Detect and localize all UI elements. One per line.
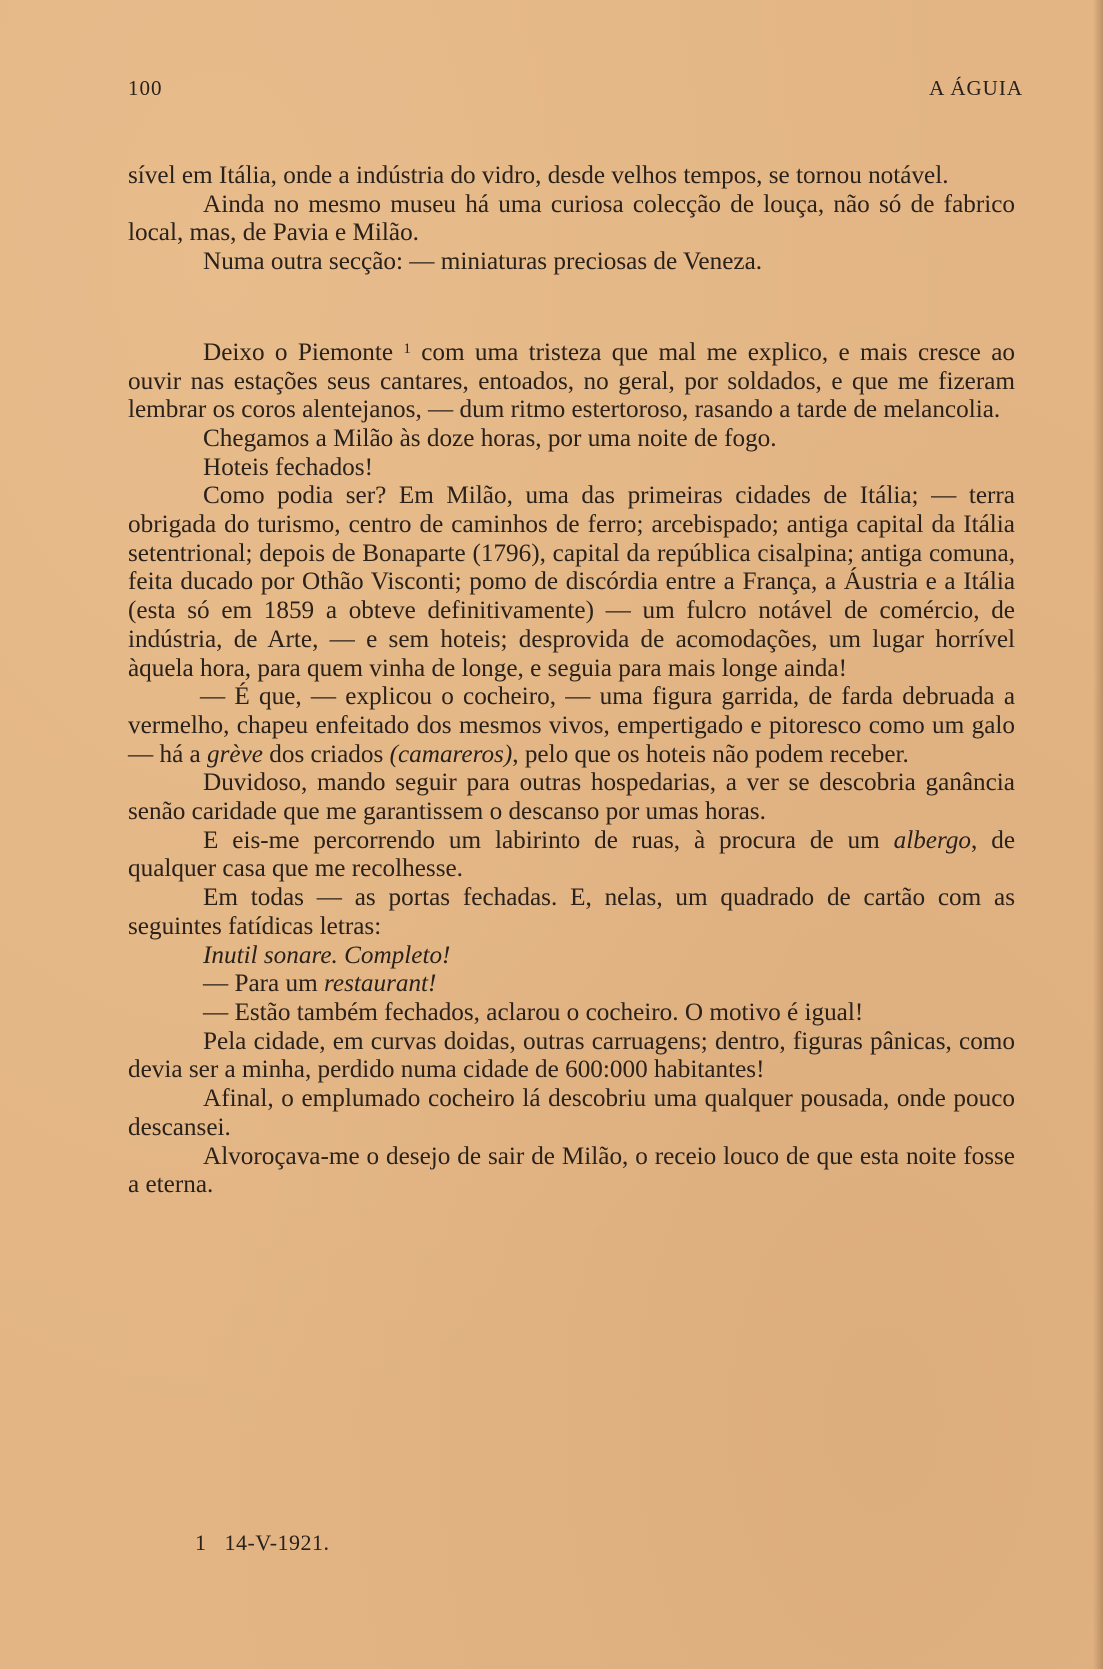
paragraph: Pela cidade, em curvas doidas, outras carruagens; dentro, figuras pânicas, como devia ser a minha, perdido numa cidade de 600:000 habitantes! (128, 1027, 1015, 1084)
paragraph-text: — Para um (203, 970, 325, 998)
italic-term: albergo (893, 826, 972, 854)
footnote (195, 1530, 330, 1556)
paragraph-text: Deixo o Piemonte (203, 338, 404, 366)
paragraph-text: com uma tristeza que mal me explico, e mais cresce ao ouvir nas estações seus cantares, entoados, no geral, por soldados, e que me fizeram lembrar os coros alentejanos, — dum ritmo estertoroso, rasando a tarde de melancolia. (128, 338, 1015, 424)
paragraph: Numa outra secção: — miniaturas preciosas de Veneza. (203, 248, 763, 276)
italic-term: grève (207, 740, 263, 768)
paragraph (128, 827, 1015, 884)
paragraph: Em todas — as portas fechadas. E, nelas, um quadrado de cartão com as seguintes fatídicas letras: (128, 884, 1015, 940)
paragraph (128, 942, 1015, 971)
paragraph: Como podia ser? Em Milão, uma das primeiras cidades de Itália; — terra obrigada do turismo, centro de caminhos de ferro; arcebispado; antiga capital da Itália setentrional; depois de Bonaparte (1796), capital da república cisalpina; antiga comuna, feita ducado por Othão Visconti; pomo de discórdia entre a França, a Áustria e a Itália (esta só em 1859 a obteve definitivamente) — um fulcro notável de comércio, de indústria, de Arte, — e sem hoteis; desprovida de acomodações, um lugar horrível àquela hora, para quem vinha de longe, e seguia para mais longe ainda! (128, 482, 1015, 682)
paragraph: Duvidoso, mando seguir para outras hospedarias, a ver se descobria ganância senão caridade que me garantissem o descanso por umas horas. (128, 769, 1015, 826)
paragraph: — Estão também fechados, aclarou o cocheiro. O motivo é igual! (203, 998, 864, 1026)
paragraph-text: dos criados (262, 740, 390, 768)
italic-term: restaurant! (324, 970, 437, 998)
paragraph-text: — É que, — explicou o cocheiro, — uma figura garrida, de farda debruada a vermelho, chapeu enfeitado dos mesmos vivos, empertigado e pitoresco como um galo — há a (128, 683, 1015, 768)
footnote-ref: 1 (403, 340, 411, 357)
paragraph: Hoteis fechados! (203, 453, 373, 481)
paragraph (128, 339, 1015, 425)
italic-sign: Inutil sonare. Completo! (203, 941, 451, 969)
paragraph: Alvoroçava-me o desejo de sair de Milão, o receio louco de que esta noite fosse a eterna. (128, 1142, 1015, 1199)
paragraph: sível em Itália, onde a indústria do vidro, desde velhos tempos, se tornou notável. (128, 162, 949, 189)
journal-title: A ÁGUIA (929, 76, 1023, 100)
running-head (128, 76, 1023, 101)
paragraph: Chegamos a Milão às doze horas, por uma noite de fogo. (203, 424, 777, 452)
footnote-text: 14-V-1921. (224, 1530, 330, 1555)
page-number: 100 (128, 76, 163, 100)
footnote-marker: 1 (195, 1530, 207, 1555)
italic-term: (camareros) (389, 740, 513, 768)
paragraph: Afinal, o emplumado cocheiro lá descobriu uma qualquer pousada, onde pouco descansei. (128, 1085, 1015, 1141)
paragraph (128, 683, 1015, 769)
body-text (128, 162, 1015, 1200)
paragraph-text: E eis-me percorrendo um labirinto de ruas, à procura de um (203, 826, 894, 854)
page-edge-shadow (1093, 0, 1103, 1669)
paragraph-text: , de qualquer casa que me recolhesse. (128, 826, 1015, 883)
paragraph (128, 970, 1015, 999)
paragraph-text: , pelo que os hoteis não podem receber. (512, 740, 909, 768)
paragraph: Ainda no mesmo museu há uma curiosa colecção de louça, não só de fabrico local, mas, de Pavia e Milão. (128, 190, 1015, 247)
